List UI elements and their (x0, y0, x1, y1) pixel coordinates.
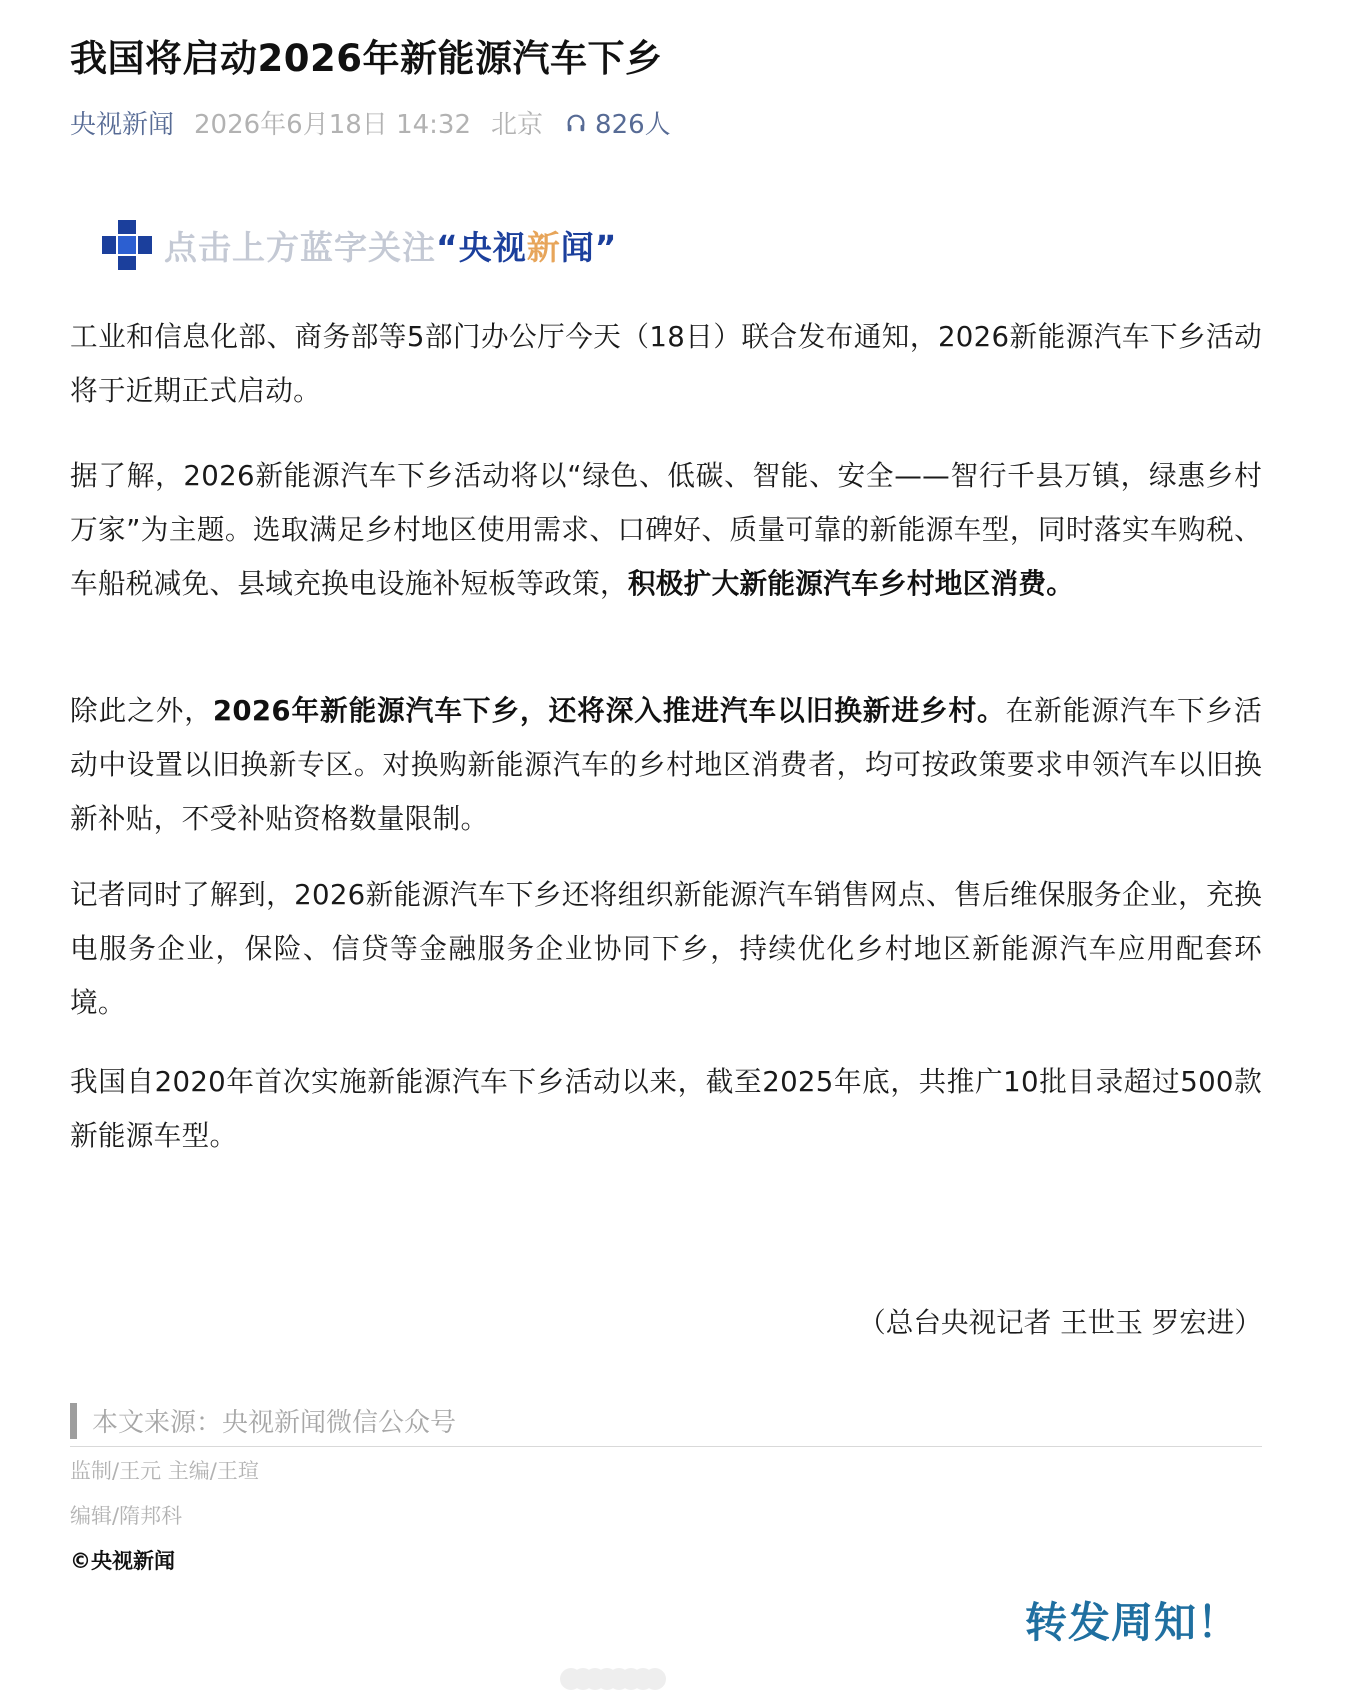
paragraph-2: 据了解，2026新能源汽车下乡活动将以“绿色、低碳、智能、安全——智行千县万镇，绿惠乡村万家”为主题。选取满足乡村地区使用需求、口碑好、质量可靠的新能源车型，同时落实车购税、车船税减免、县域充换电设施补短板等政策，积极扩大新能源汽车乡村地区消费。 (70, 459, 1262, 600)
paragraph-4: 记者同时了解到，2026新能源汽车下乡还将组织新能源汽车销售网点、售后维保服务企业，充换电服务企业，保险、信贷等金融服务企业协同下乡，持续优化乡村地区新能源汽车应用配套环境。 (70, 878, 1262, 1019)
headphones-icon (565, 112, 587, 134)
article-meta (70, 104, 671, 141)
cctv-news-logo-icon (102, 220, 152, 270)
account-name-link[interactable]: 央视新闻 (70, 110, 175, 140)
watermark (560, 1668, 800, 1690)
credits-editor: 编辑/隋邦科 (70, 1504, 183, 1528)
publish-location: 北京 (491, 110, 544, 140)
paragraph-3: 除此之外，2026年新能源汽车下乡，还将深入推进汽车以旧换新进乡村。在新能源汽车下乡活动中设置以旧换新专区。对换购新能源汽车的乡村地区消费者，均可按政策要求申领汽车以旧换新补贴，不受补贴资格数量限制。 (70, 694, 1262, 835)
credits-editors: 监制/王元 主编/王瑄 (70, 1459, 259, 1483)
listen-count: 826人 (595, 110, 671, 140)
source-note (70, 1400, 1262, 1447)
follow-account-name: “央视新闻” (436, 227, 618, 267)
publish-date: 2026年6月18日 14:32 (194, 110, 472, 140)
share-prompt: 转发周知！ (1024, 1598, 1240, 1647)
paragraph-5: 我国自2020年首次实施新能源汽车下乡活动以来，截至2025年底，共推广10批目录超过500款新能源车型。 (70, 1065, 1262, 1152)
reporter-byline: （总台央视记者 王世玉 罗宏进） (858, 1306, 1262, 1339)
copyright: ©央视新闻 (70, 1549, 175, 1573)
follow-prompt-text: 点击上方蓝字关注 (164, 227, 436, 267)
article-title: 我国将启动2026年新能源汽车下乡 (70, 37, 663, 80)
source-note-marker (70, 1403, 77, 1439)
source-note-text: 本文来源：央视新闻微信公众号 (92, 1408, 457, 1438)
paragraph-1: 工业和信息化部、商务部等5部门办公厅今天（18日）联合发布通知，2026新能源汽车下乡活动将于近期正式启动。 (70, 320, 1262, 407)
follow-banner[interactable] (102, 220, 617, 270)
listen-button[interactable] (565, 104, 671, 141)
